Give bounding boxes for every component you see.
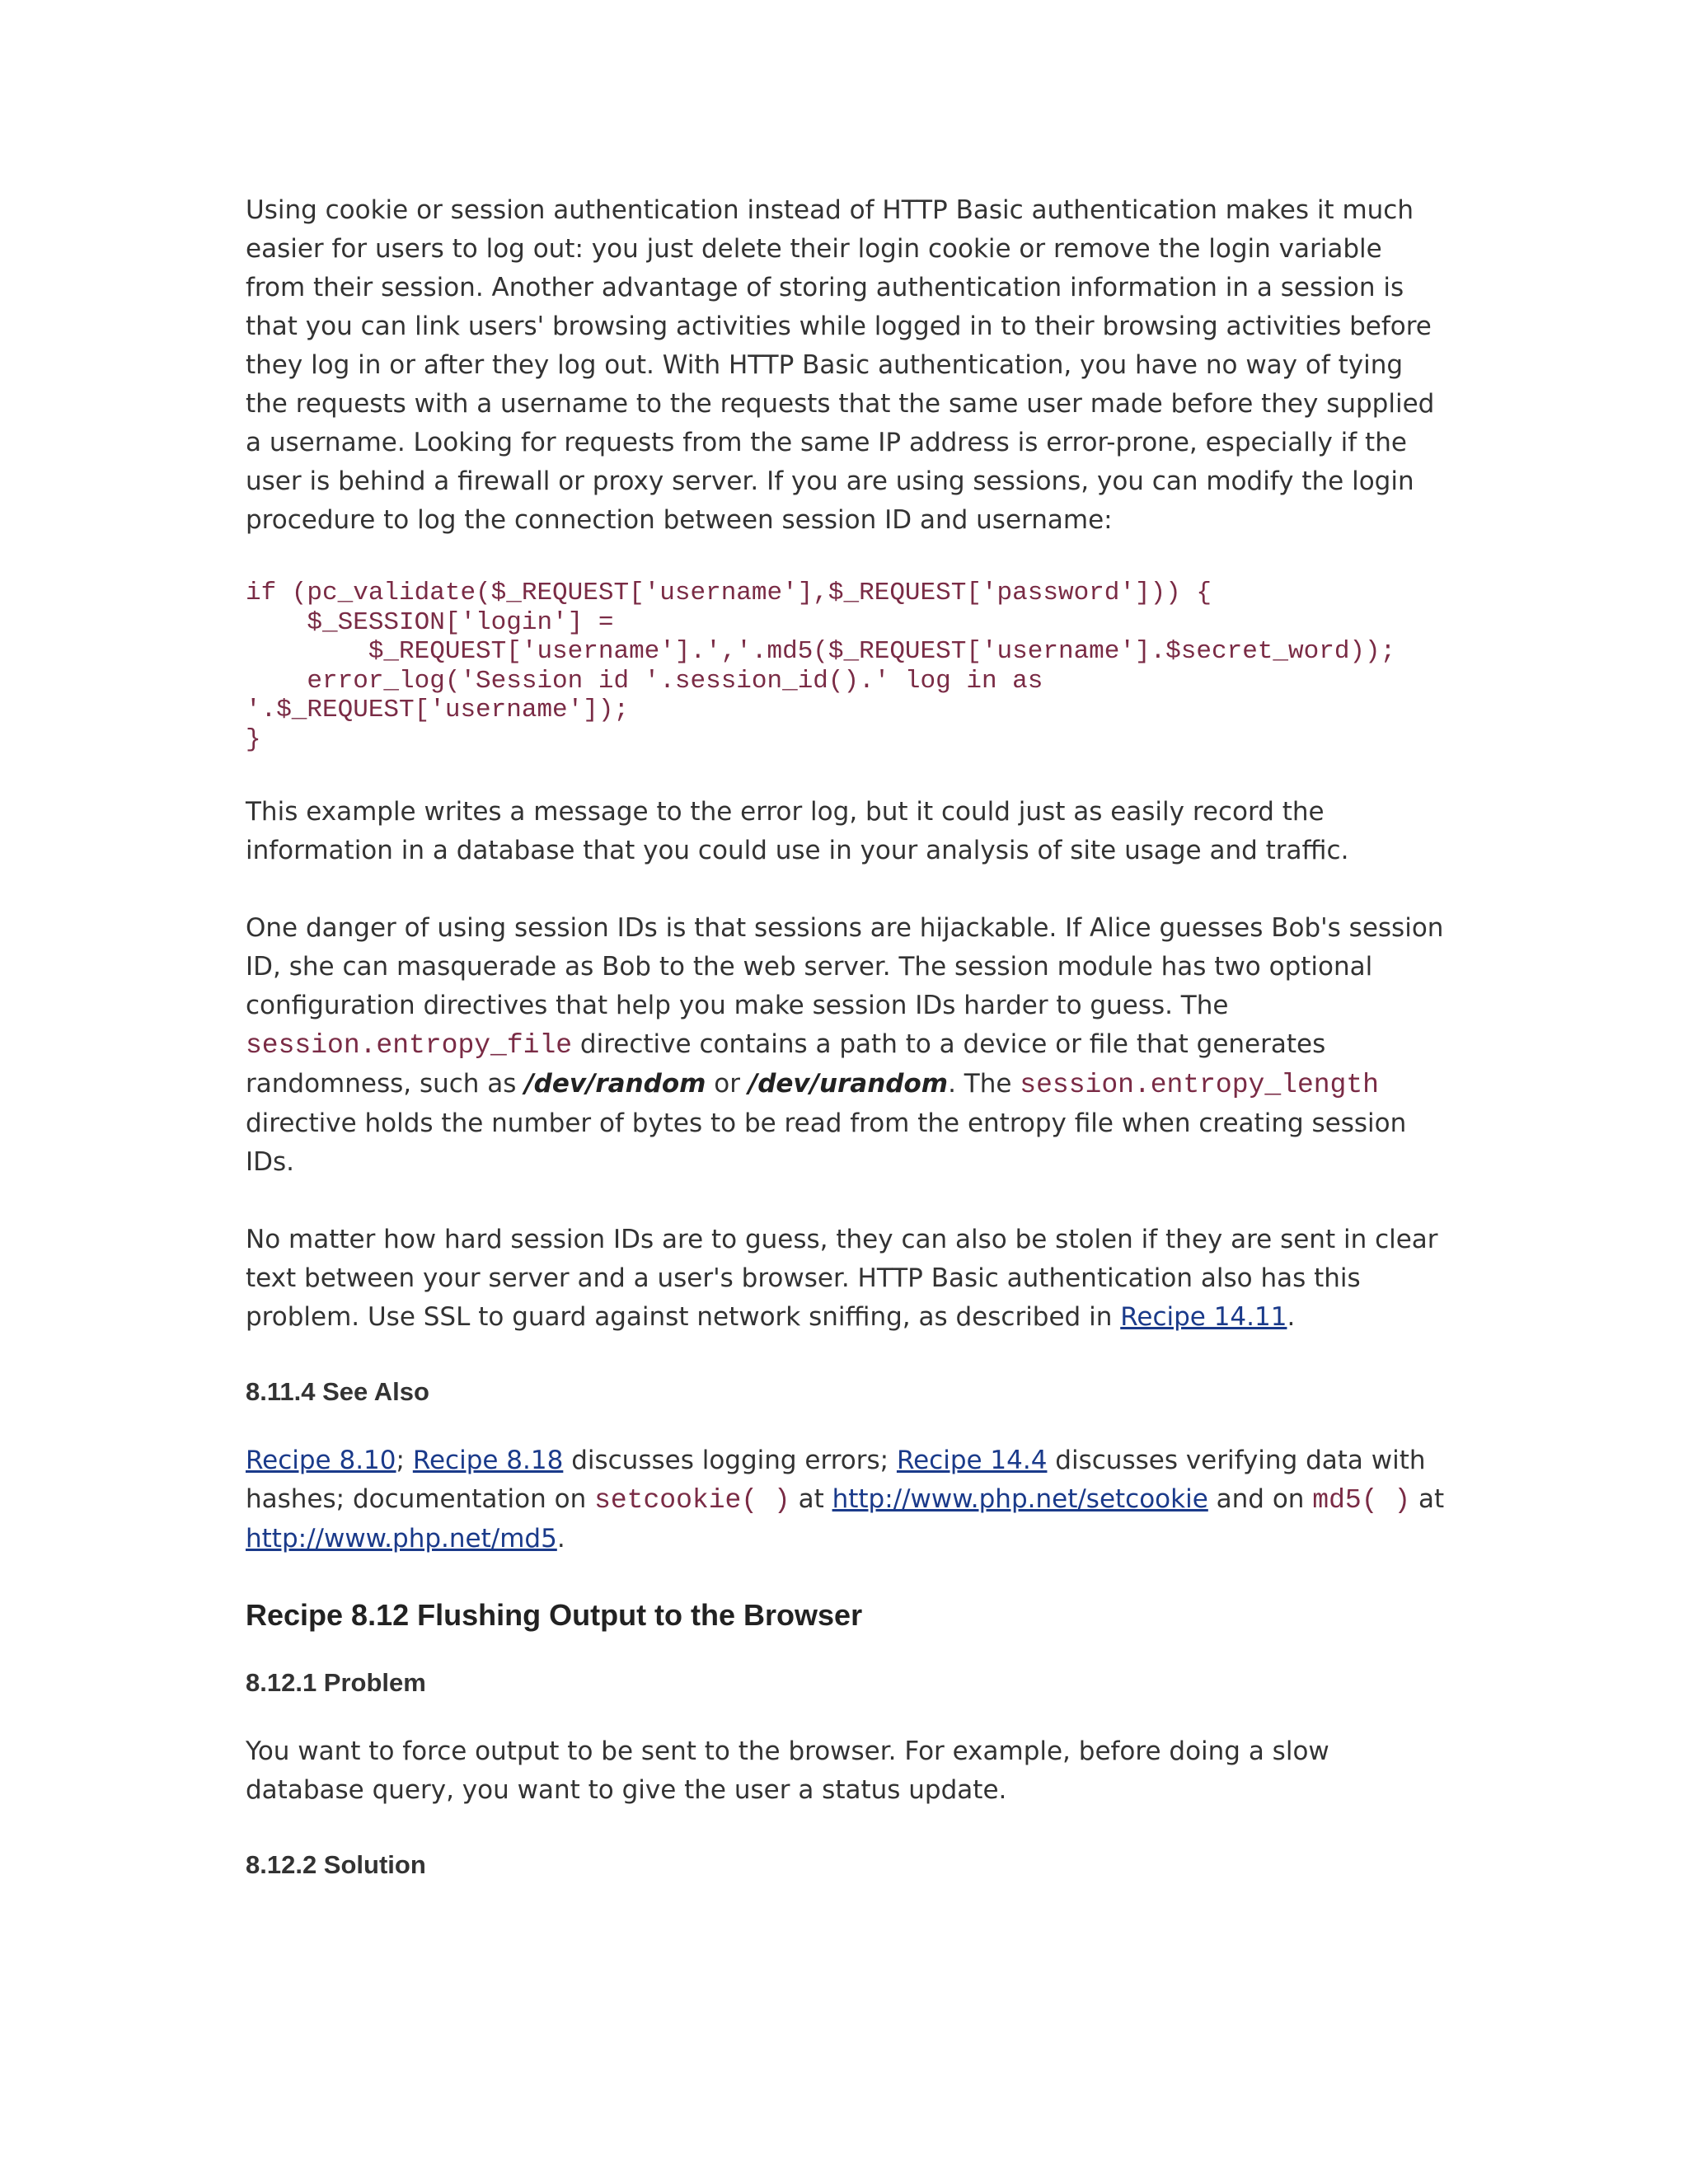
link-php-setcookie[interactable]: http://www.php.net/setcookie	[832, 1484, 1208, 1514]
text-run: .	[556, 1524, 565, 1554]
text-run: at	[1410, 1484, 1445, 1514]
code-block-login-logging	[246, 579, 1449, 754]
text-run: One danger of using session IDs is that sessions are hijackable. If Alice guesses Bob's session ID, she can masquerade as Bob to the web server. The session module has two optional configuration directives that help you make session IDs harder to guess. The	[246, 913, 1444, 1020]
inline-code-entropy-file: session.entropy_file	[246, 1030, 573, 1061]
heading-recipe-8-12: Recipe 8.12 Flushing Output to the Browser	[246, 1598, 863, 1632]
link-recipe-14-4[interactable]: Recipe 14.4	[896, 1446, 1048, 1475]
link-recipe-14-11[interactable]: Recipe 14.11	[1120, 1302, 1287, 1332]
paragraph-error-log: This example writes a message to the error log, but it could just as easily record the information in a database that you could use in your analysis of site usage and traffic.	[246, 797, 1349, 865]
document-page	[246, 191, 1449, 1915]
heading-problem: 8.12.1 Problem	[246, 1668, 426, 1697]
code-line: $_REQUEST['username'].','.md5($_REQUEST['username'].$secret_word));	[246, 637, 1396, 666]
link-recipe-8-10[interactable]: Recipe 8.10	[246, 1446, 396, 1475]
text-run: .	[1287, 1302, 1296, 1332]
link-recipe-8-18[interactable]: Recipe 8.18	[412, 1446, 564, 1475]
heading-solution: 8.12.2 Solution	[246, 1850, 426, 1879]
paragraph-ssl	[246, 1221, 1449, 1337]
paragraph-cookie-session-auth: Using cookie or session authentication instead of HTTP Basic authentication makes it much easier for users to log out: you just delete their login cookie or remove the login variable from their session. Another advantage of storing authentication information in a session is that you can link users' browsing activities while logged in to their browsing activities before they log in or after they log out. With HTTP Basic authentication, you have no way of tying the requests with a username to the requests that the same user made before they supplied a username. Looking for requests from the same IP address is error-prone, especially if the user is behind a firewall or proxy server. If you are using sessions, you can modify the login procedure to log the connection between session ID and username:	[246, 195, 1435, 535]
inline-code-setcookie: setcookie( )	[594, 1485, 790, 1516]
text-run: directive contains a path to a device or file that generates randomness, such as	[246, 1029, 1326, 1099]
heading-see-also: 8.11.4 See Also	[246, 1377, 429, 1406]
text-run: discusses verifying data with hashes; documentation on	[246, 1446, 1426, 1514]
paragraph-session-hijack	[246, 909, 1449, 1182]
code-line: error_log('Session id '.session_id().' log in as	[246, 666, 1043, 696]
text-run: or	[706, 1069, 748, 1099]
code-line: $_SESSION['login'] =	[246, 607, 614, 637]
paragraph-problem: You want to force output to be sent to the browser. For example, before doing a slow database query, you want to give the user a status update.	[246, 1736, 1329, 1805]
text-run: No matter how hard session IDs are to guess, they can also be stolen if they are sent in clear text between your server and a user's browser. HTTP Basic authentication also has this problem. Use SSL to guard against network sniffing, as described in	[246, 1225, 1438, 1332]
text-run: directive holds the number of bytes to be read from the entropy file when creating session IDs.	[246, 1108, 1407, 1177]
text-run: . The	[948, 1069, 1020, 1099]
text-run: discusses logging errors;	[563, 1446, 897, 1475]
code-line: if (pc_validate($_REQUEST['username'],$_REQUEST['password'])) {	[246, 579, 1212, 607]
path-dev-random: /dev/random	[524, 1069, 706, 1099]
code-line: }	[246, 724, 261, 754]
inline-code-md5: md5( )	[1312, 1485, 1411, 1516]
text-run: ;	[396, 1446, 413, 1475]
text-run: at	[790, 1484, 832, 1514]
link-php-md5[interactable]: http://www.php.net/md5	[246, 1524, 557, 1554]
path-dev-urandom: /dev/urandom	[748, 1069, 949, 1099]
inline-code-entropy-length: session.entropy_length	[1020, 1070, 1379, 1100]
paragraph-see-also	[246, 1441, 1449, 1558]
text-run: and on	[1207, 1484, 1313, 1514]
code-line: '.$_REQUEST['username']);	[246, 696, 630, 724]
